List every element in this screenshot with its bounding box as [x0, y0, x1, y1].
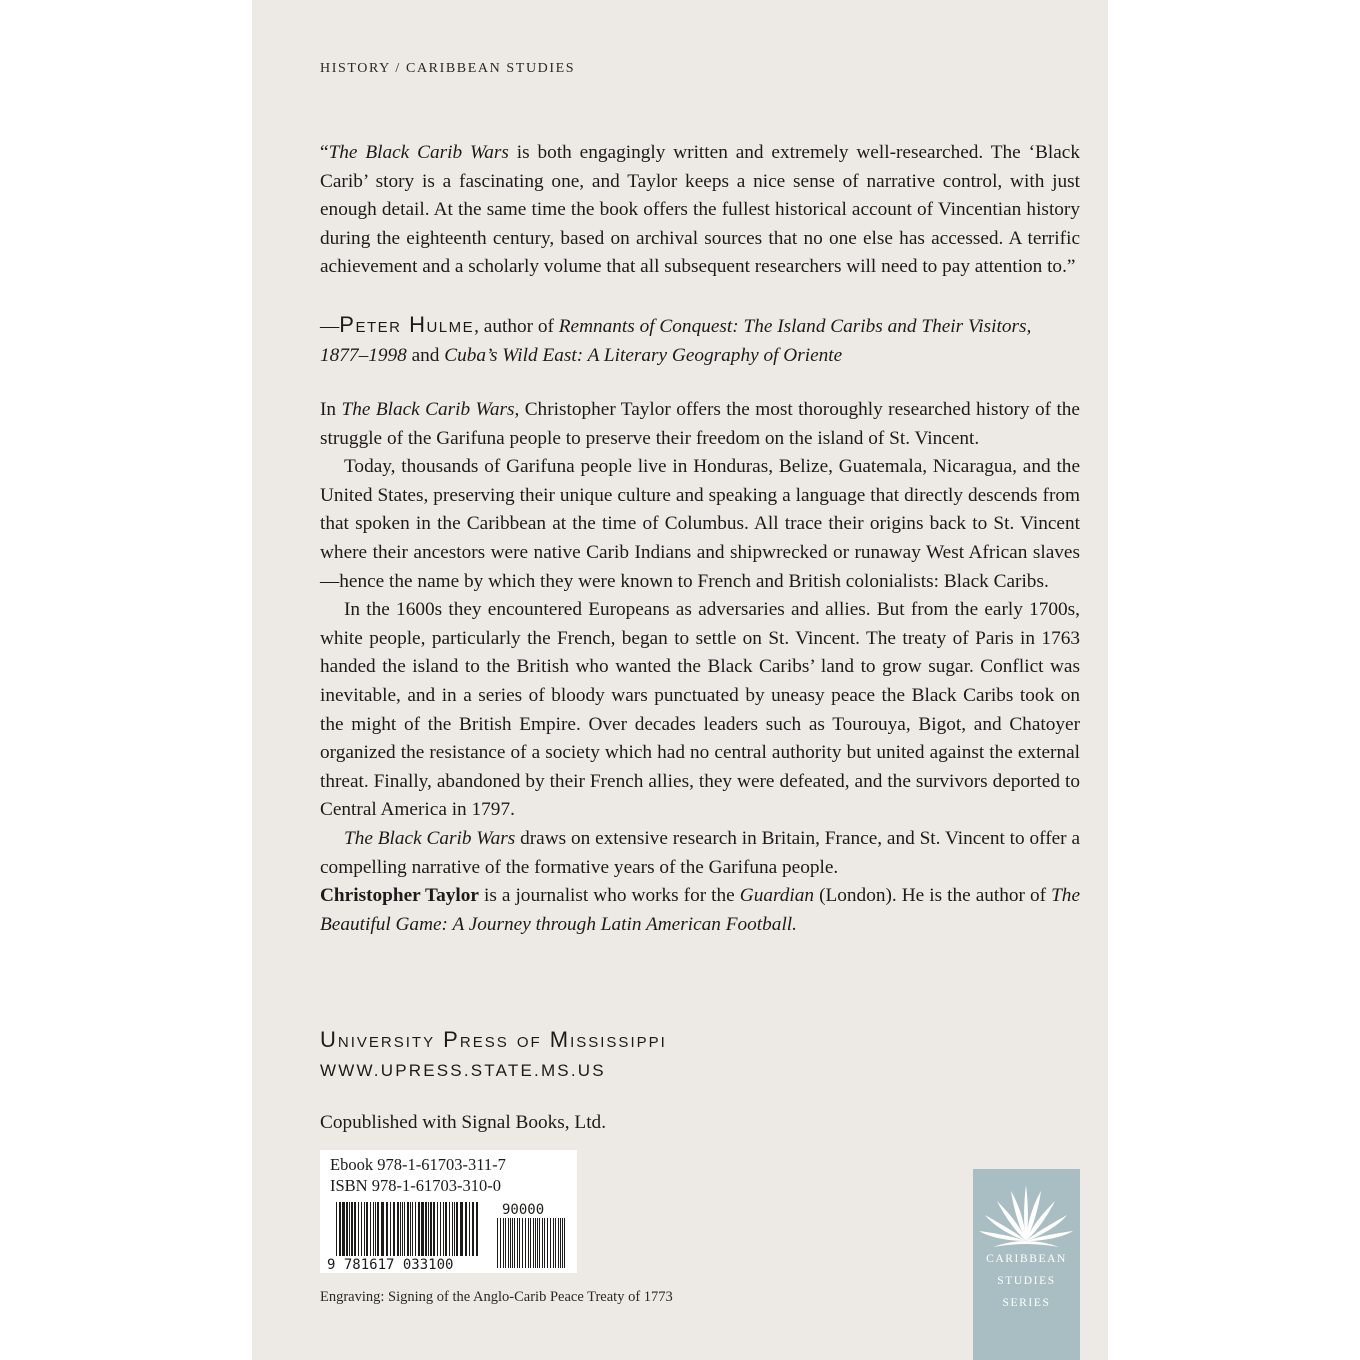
- series-badge: [973, 1169, 1080, 1360]
- barcode-addon-bar: [514, 1218, 515, 1268]
- barcode-addon-bar: [517, 1218, 518, 1268]
- barcode-bar: [418, 1202, 420, 1256]
- description-paragraph-1: [320, 396, 1080, 453]
- barcode-bar: [415, 1202, 416, 1256]
- reviewer-book-1: Remnants of Conquest: The Island Caribs and Their Visitors, 1877–1998: [320, 316, 1032, 366]
- barcode-bar: [375, 1202, 376, 1256]
- barcode-addon-bar: [533, 1218, 534, 1268]
- description-paragraph-3: In the 1600s they encountered Europeans as adversaries and allies. But from the early 1700s, white people, particularly the French, began to settle on St. Vincent. The treaty of Paris in 1763 handed the island to the British who wanted the Black Caribs’ land to grow sugar. Conflict was inevitable, and in a series of bloody wars punctuated by uneasy peace the Black Caribs took on the might of the British Empire. Over decades leaders such as Tourouya, Bigot, and Chatoyer organized the resistance of a society which had no central authority but united against the external threat. Finally, abandoned by their French allies, they were defeated, and the survivors deported to Central America in 1797.: [320, 599, 1080, 821]
- barcode-bar: [336, 1202, 337, 1256]
- book-description: [320, 396, 1080, 882]
- barcode-bar: [397, 1202, 399, 1256]
- category-label: HISTORY / CARIBBEAN STUDIES: [320, 61, 576, 76]
- description-paragraph-4: [320, 825, 1080, 882]
- barcode-bar: [373, 1202, 374, 1256]
- series-label-line-1: CARIBBEAN: [986, 1253, 1067, 1265]
- barcode-addon-bar: [500, 1218, 501, 1268]
- barcode-addon-bar: [535, 1218, 536, 1268]
- reviewer-name: Peter Hulme: [339, 312, 475, 337]
- barcode-addon-bar: [558, 1218, 559, 1268]
- barcode-bar: [410, 1202, 411, 1256]
- barcode-main-digits: 9 781617 033100: [327, 1257, 454, 1273]
- series-label-line-3: SERIES: [1002, 1297, 1051, 1309]
- barcode-bar: [339, 1202, 341, 1256]
- barcode-addon-bar: [512, 1218, 513, 1268]
- barcode-addon-digits: 90000: [502, 1202, 545, 1218]
- publisher-block: [320, 1025, 667, 1085]
- barcode-bar: [393, 1202, 395, 1256]
- barcode-graphic: [320, 1150, 577, 1273]
- barcode-bar: [386, 1202, 388, 1256]
- barcode-addon-bar: [522, 1218, 523, 1268]
- description-p4-title: The Black Carib Wars: [344, 827, 516, 849]
- publisher-url: WWW.UPRESS.STATE.MS.US: [320, 1061, 606, 1080]
- barcode-bar: [358, 1202, 359, 1256]
- barcode-bar: [377, 1202, 379, 1256]
- barcode-addon-bar: [550, 1218, 551, 1268]
- bio-newspaper: Guardian: [739, 885, 815, 906]
- barcode-bar: [428, 1202, 429, 1256]
- barcode-addon-bar: [560, 1218, 561, 1268]
- barcode-bar: [381, 1202, 384, 1256]
- bio-text-2: (London). He is the author of: [814, 885, 1052, 906]
- barcode-addon-bar: [508, 1218, 509, 1268]
- barcode-addon-bar: [542, 1218, 543, 1268]
- barcode-bar: [454, 1202, 455, 1256]
- description-paragraph-2: Today, thousands of Garifuna people live in Honduras, Belize, Guatemala, Nicaragua, and the United States, preserving their unique culture and speaking a language that directly descends from that spoken in the Caribbean at the time of Columbus. All trace their origins back to St. Vincent where their ancestors were native Carib Indians and shipwrecked or runaway West African slaves—hence the name by which they were known to French and British colonialists: Black Caribs.: [320, 456, 1080, 592]
- barcode-bar: [472, 1202, 474, 1256]
- series-label-line-2: STUDIES: [997, 1275, 1056, 1287]
- barcode-addon-bar: [505, 1218, 506, 1268]
- barcode-bar: [412, 1202, 413, 1256]
- barcode-addon-bar: [519, 1218, 520, 1268]
- barcode-bar: [452, 1202, 453, 1256]
- barcode-bar: [390, 1202, 391, 1256]
- barcode-addon-bar: [547, 1218, 548, 1268]
- open-quote: “: [320, 142, 329, 163]
- barcode-bar: [361, 1202, 362, 1256]
- author-bio: [320, 882, 1080, 939]
- attribution-text: , author of: [474, 316, 559, 337]
- barcode-bar: [460, 1202, 463, 1256]
- barcode-bar: [440, 1202, 441, 1256]
- barcode-bar: [465, 1202, 467, 1256]
- bio-text-1: is a journalist who works for the: [478, 885, 740, 906]
- barcode-bar: [456, 1202, 458, 1256]
- barcode-addon-bar: [537, 1218, 538, 1268]
- barcode-bar: [430, 1202, 432, 1256]
- barcode-addon-bar: [528, 1218, 529, 1268]
- author-name: Christopher Taylor: [320, 885, 479, 906]
- barcode-bar: [364, 1202, 365, 1256]
- description-p4-text: draws on extensive research in Britain, France, and St. Vincent to offer a compelling narrative of the formative years of the Garifuna people.: [320, 827, 1080, 878]
- barcode-addon-bar: [544, 1218, 545, 1268]
- blurb-text: is both engagingly written and extremely well-researched. The ‘Black Carib’ story is a fascinating one, and Taylor keeps a nice sense of narrative control, with just enough detail. At the same time the book offers the fullest historical account of Vincentian history during the eighteenth century, based on archival sources that no one else has accessed. A terrific achievement and a scholarly volume that all subsequent researchers will need to pay attention to.”: [320, 142, 1080, 278]
- barcode-bar: [445, 1202, 447, 1256]
- bio-book-title: The Beautiful Game: A Journey through Latin American Football.: [320, 885, 1080, 935]
- barcode-bar: [366, 1202, 368, 1256]
- barcode-bar: [354, 1202, 356, 1256]
- barcode-bar: [433, 1202, 435, 1256]
- blurb-book-title: The Black Carib Wars: [328, 142, 509, 163]
- attribution-dash: —: [320, 316, 340, 337]
- barcode-bar: [449, 1202, 450, 1256]
- barcode-bar: [402, 1202, 403, 1256]
- barcode-bar: [443, 1202, 444, 1256]
- copublished-note: Copublished with Signal Books, Ltd.: [320, 1112, 607, 1133]
- barcode-addon-bar: [553, 1218, 554, 1268]
- barcode-addon-bar: [497, 1218, 498, 1268]
- fan-shell-icon: [973, 1175, 1080, 1255]
- publisher-name: University Press of Mississippi: [320, 1027, 667, 1052]
- barcode-box: [320, 1150, 577, 1273]
- barcode-bar: [349, 1202, 350, 1256]
- barcode-bar: [476, 1202, 478, 1256]
- attribution-and: and: [406, 344, 445, 366]
- description-p1-text: , Christopher Taylor offers the most thoroughly researched history of the struggle of the Garifuna people to preserve their freedom on the island of St. Vincent.: [320, 399, 1080, 449]
- description-p1-title: The Black Carib Wars: [341, 399, 515, 420]
- reviewer-book-2: Cuba’s Wild East: A Literary Geography of Oriente: [444, 344, 843, 366]
- barcode-addon-bar: [564, 1218, 565, 1268]
- review-blurb: [320, 139, 1080, 282]
- barcode-bar: [437, 1202, 438, 1256]
- barcode-addon-bar: [562, 1218, 563, 1268]
- barcode-bar: [469, 1202, 470, 1256]
- barcode-bar: [370, 1202, 371, 1256]
- barcode-bar: [425, 1202, 427, 1256]
- barcode-addon-bar: [510, 1218, 511, 1268]
- barcode-addon-bar: [555, 1218, 556, 1268]
- barcode-addon-bar: [503, 1218, 504, 1268]
- engraving-caption: Engraving: Signing of the Anglo-Carib Peace Treaty of 1773: [320, 1289, 673, 1305]
- barcode-bar: [351, 1202, 353, 1256]
- print-isbn: ISBN 978-1-61703-310-0: [330, 1176, 501, 1195]
- description-p1-pre: In: [320, 399, 342, 420]
- barcode-addon-bar: [525, 1218, 526, 1268]
- barcode-addon-bar: [530, 1218, 531, 1268]
- ebook-isbn: Ebook 978-1-61703-311-7: [330, 1155, 506, 1174]
- barcode-bar: [400, 1202, 401, 1256]
- barcode-bar: [407, 1202, 409, 1256]
- barcode-bar: [342, 1202, 345, 1256]
- review-attribution: [320, 311, 1080, 370]
- barcode-bar: [404, 1202, 405, 1256]
- barcode-bar: [421, 1202, 424, 1256]
- barcode-bar: [346, 1202, 348, 1256]
- barcode-addon-bar: [539, 1218, 540, 1268]
